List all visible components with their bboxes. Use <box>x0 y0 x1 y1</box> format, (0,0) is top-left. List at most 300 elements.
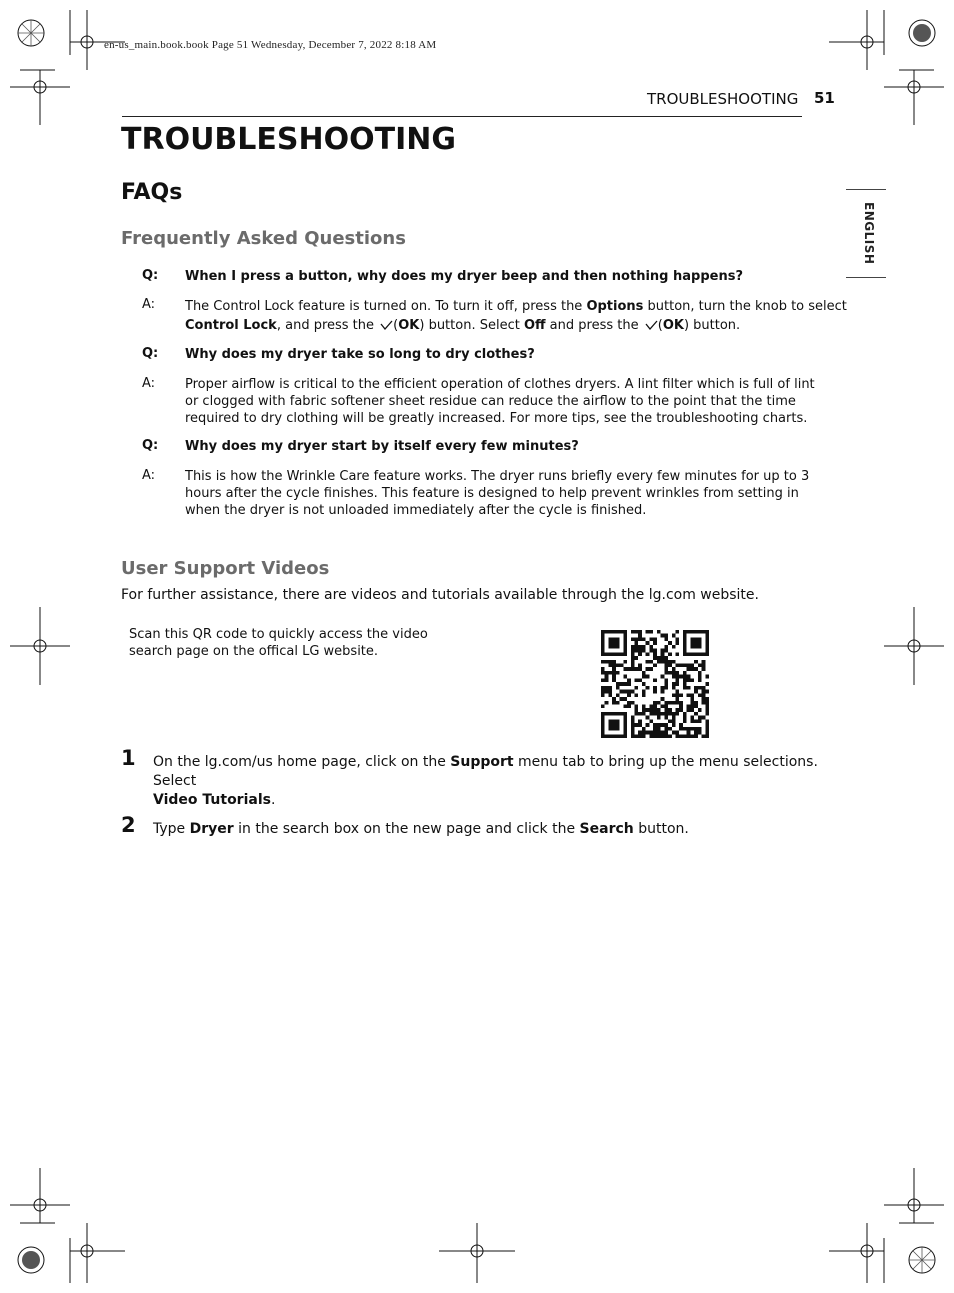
qr-module <box>601 693 605 697</box>
qr-module <box>601 712 605 716</box>
qr-module <box>698 693 702 697</box>
qr-module <box>635 656 639 660</box>
qr-module <box>616 682 620 686</box>
qr-module <box>694 652 698 656</box>
qr-module <box>608 637 612 641</box>
qr-module <box>675 690 679 694</box>
qr-module <box>635 723 639 727</box>
qr-module <box>661 686 665 690</box>
qr-module <box>627 667 631 671</box>
qr-module <box>635 708 639 712</box>
qr-module <box>690 630 694 634</box>
qr-module <box>675 682 679 686</box>
qr-module <box>664 734 668 738</box>
qr-module <box>623 682 627 686</box>
qr-module <box>694 660 698 664</box>
qr-module <box>679 664 683 668</box>
qr-module <box>679 727 683 731</box>
qr-module <box>661 723 665 727</box>
qr-module <box>642 727 646 731</box>
print-slug: en-us_main.book.book Page 51 Wednesday, December 7, 2022 8:18 AM <box>104 39 437 51</box>
qr-module <box>702 716 706 720</box>
qr-module <box>631 637 635 641</box>
qr-module <box>664 645 668 649</box>
qr-module <box>705 731 709 735</box>
qr-module <box>683 649 687 653</box>
qr-module <box>631 723 635 727</box>
qr-module <box>608 641 612 645</box>
qr-module <box>601 641 605 645</box>
qr-module <box>661 649 665 653</box>
qr-module <box>623 727 627 731</box>
qr-module <box>631 656 635 660</box>
qr-module <box>623 634 627 638</box>
qr-module <box>653 704 657 708</box>
qr-module <box>672 675 676 679</box>
qr-module <box>705 690 709 694</box>
qr-module <box>649 704 653 708</box>
qr-module <box>679 704 683 708</box>
qr-module <box>668 734 672 738</box>
qr-module <box>635 686 639 690</box>
qr-module <box>616 686 620 690</box>
qr-module <box>675 708 679 712</box>
qr-module <box>635 667 639 671</box>
qr-module <box>694 645 698 649</box>
qr-module <box>623 660 627 664</box>
qr-module <box>675 693 679 697</box>
qr-module <box>605 660 609 664</box>
qr-module <box>631 701 635 705</box>
qr-module <box>672 667 676 671</box>
qr-module <box>653 649 657 653</box>
qr-module <box>683 630 687 634</box>
section-title: FAQs <box>121 180 183 205</box>
qr-module <box>687 664 691 668</box>
qr-module <box>664 686 668 690</box>
qr-module <box>612 675 616 679</box>
qr-module <box>623 719 627 723</box>
qr-module <box>683 734 687 738</box>
qr-module <box>705 641 709 645</box>
qr-module <box>623 716 627 720</box>
qr-module <box>668 660 672 664</box>
qr-module <box>627 701 631 705</box>
qr-module <box>642 704 646 708</box>
qr-module <box>661 656 665 660</box>
qr-module <box>642 734 646 738</box>
qr-module <box>675 731 679 735</box>
qr-module <box>635 645 639 649</box>
qr-module <box>705 719 709 723</box>
qr-module <box>631 727 635 731</box>
page-number: 51 <box>814 89 835 107</box>
qr-module <box>675 664 679 668</box>
qr-module <box>612 664 616 668</box>
qr-caption: Scan this QR code to quickly access the video search page on the offical LG website. <box>129 627 428 659</box>
qr-module <box>698 641 702 645</box>
qr-module <box>698 678 702 682</box>
qr-module <box>616 630 620 634</box>
qr-module <box>694 690 698 694</box>
qr-module <box>668 727 672 731</box>
qr-module <box>631 667 635 671</box>
qr-module <box>638 634 642 638</box>
qr-module <box>661 652 665 656</box>
qr-module <box>623 675 627 679</box>
qr-module <box>661 712 665 716</box>
qr-module <box>649 734 653 738</box>
side-tab-top-rule <box>846 189 886 190</box>
qr-module <box>690 734 694 738</box>
qr-module <box>694 641 698 645</box>
qr-module <box>601 716 605 720</box>
qr-module <box>672 712 676 716</box>
qr-module <box>653 690 657 694</box>
qr-module <box>653 652 657 656</box>
qr-module <box>672 682 676 686</box>
qr-module <box>631 734 635 738</box>
qr-module <box>612 723 616 727</box>
qr-module <box>705 634 709 638</box>
qr-module <box>694 727 698 731</box>
qr-module <box>627 678 631 682</box>
qr-module <box>612 660 616 664</box>
qr-module <box>616 641 620 645</box>
qr-module <box>702 652 706 656</box>
qr-module <box>683 719 687 723</box>
qr-module <box>623 652 627 656</box>
side-tab-bottom-rule <box>846 277 886 278</box>
qr-module <box>638 734 642 738</box>
qr-module <box>683 641 687 645</box>
qr-module <box>675 701 679 705</box>
qr-module <box>649 637 653 641</box>
qr-module <box>690 704 694 708</box>
qr-module <box>672 671 676 675</box>
qr-module <box>608 712 612 716</box>
qr-module <box>649 660 653 664</box>
qr-module <box>646 652 650 656</box>
qr-module <box>646 641 650 645</box>
qr-module <box>605 675 609 679</box>
qr-module <box>616 719 620 723</box>
qr-module <box>631 719 635 723</box>
qr-module <box>683 634 687 638</box>
qr-module <box>679 708 683 712</box>
qr-module <box>690 693 694 697</box>
qr-module <box>668 701 672 705</box>
qr-module <box>608 686 612 690</box>
qr-module <box>657 712 661 716</box>
qr-module <box>649 667 653 671</box>
qr-module <box>631 664 635 668</box>
qr-module <box>657 731 661 735</box>
qr-module <box>705 637 709 641</box>
qr-module <box>664 716 668 720</box>
qr-module <box>653 701 657 705</box>
qr-module <box>687 704 691 708</box>
faq-answer: This is how the Wrinkle Care feature works. The dryer runs briefly every few minutes for up to 3 hours after the cycle finishes. This feature is designed to help prevent wrinkles from setting in when the dryer is not unloaded immediately after the cycle is finished. <box>185 469 810 518</box>
qr-module <box>616 637 620 641</box>
qr-module <box>601 630 605 634</box>
qr-module <box>601 637 605 641</box>
qr-module <box>675 652 679 656</box>
qr-module <box>683 675 687 679</box>
qr-module <box>601 686 605 690</box>
qr-module <box>620 734 624 738</box>
qr-module <box>690 652 694 656</box>
qr-module <box>649 712 653 716</box>
question-label: Q: <box>142 438 159 453</box>
qr-module <box>664 634 668 638</box>
qr-module <box>664 649 668 653</box>
qr-module <box>657 660 661 664</box>
qr-module <box>601 645 605 649</box>
qr-module <box>612 697 616 701</box>
qr-module <box>653 686 657 690</box>
qr-module <box>705 727 709 731</box>
qr-module <box>612 630 616 634</box>
qr-module <box>616 671 620 675</box>
question-label: Q: <box>142 268 159 283</box>
qr-module <box>698 652 702 656</box>
qr-module <box>601 678 605 682</box>
qr-module <box>675 641 679 645</box>
qr-module <box>683 671 687 675</box>
qr-module <box>664 678 668 682</box>
qr-module <box>620 682 624 686</box>
qr-module <box>612 734 616 738</box>
qr-module <box>679 734 683 738</box>
qr-module <box>627 693 631 697</box>
qr-module <box>668 652 672 656</box>
qr-module <box>646 660 650 664</box>
qr-module <box>623 712 627 716</box>
qr-module <box>664 660 668 664</box>
qr-module <box>642 649 646 653</box>
qr-module <box>608 664 612 668</box>
qr-module <box>679 701 683 705</box>
faq-question: Why does my dryer take so long to dry clothes? <box>185 347 535 362</box>
qr-module <box>601 719 605 723</box>
qr-module <box>672 693 676 697</box>
qr-module <box>608 660 612 664</box>
qr-module <box>675 637 679 641</box>
qr-module <box>601 671 605 675</box>
qr-module <box>601 667 605 671</box>
qr-module <box>702 667 706 671</box>
qr-module <box>664 727 668 731</box>
qr-module <box>653 641 657 645</box>
qr-module <box>705 645 709 649</box>
running-header-section: TROUBLESHOOTING <box>647 90 799 108</box>
qr-module <box>646 708 650 712</box>
qr-module <box>623 637 627 641</box>
qr-module <box>683 682 687 686</box>
qr-module <box>638 723 642 727</box>
qr-module <box>694 731 698 735</box>
qr-module <box>646 716 650 720</box>
qr-module <box>698 671 702 675</box>
qr-module <box>664 664 668 668</box>
qr-module <box>698 686 702 690</box>
qr-module <box>672 719 676 723</box>
qr-module <box>642 731 646 735</box>
qr-module <box>698 645 702 649</box>
qr-module <box>690 708 694 712</box>
qr-module <box>661 731 665 735</box>
qr-module <box>702 686 706 690</box>
qr-module <box>664 723 668 727</box>
qr-module <box>657 723 661 727</box>
qr-module <box>657 727 661 731</box>
qr-module <box>620 630 624 634</box>
qr-module <box>601 634 605 638</box>
qr-module <box>623 649 627 653</box>
qr-module <box>605 671 609 675</box>
qr-module <box>631 716 635 720</box>
qr-module <box>694 704 698 708</box>
qr-module <box>623 641 627 645</box>
qr-module <box>698 637 702 641</box>
qr-code[interactable] <box>601 630 709 738</box>
qr-module <box>608 652 612 656</box>
qr-module <box>690 637 694 641</box>
qr-module <box>608 671 612 675</box>
qr-module <box>664 682 668 686</box>
page-title: TROUBLESHOOTING <box>121 122 456 157</box>
qr-module <box>649 708 653 712</box>
qr-module <box>635 704 639 708</box>
qr-module <box>608 719 612 723</box>
qr-module <box>646 686 650 690</box>
qr-module <box>608 727 612 731</box>
qr-module <box>601 649 605 653</box>
qr-module <box>702 664 706 668</box>
qr-module <box>616 727 620 731</box>
step-text: Type Dryer in the search box on the new page and click the Search button. <box>153 821 689 837</box>
qr-module <box>672 731 676 735</box>
qr-module <box>608 723 612 727</box>
qr-module <box>649 731 653 735</box>
qr-module <box>612 719 616 723</box>
qr-module <box>635 678 639 682</box>
qr-module <box>661 734 665 738</box>
qr-module <box>638 645 642 649</box>
qr-module <box>698 719 702 723</box>
qr-module <box>668 664 672 668</box>
qr-module <box>705 697 709 701</box>
qr-module <box>616 652 620 656</box>
qr-module <box>638 678 642 682</box>
qr-module <box>672 645 676 649</box>
qr-module <box>631 645 635 649</box>
qr-module <box>683 712 687 716</box>
qr-module <box>679 693 683 697</box>
qr-module <box>623 630 627 634</box>
qr-module <box>694 686 698 690</box>
qr-module <box>657 734 661 738</box>
qr-module <box>683 727 687 731</box>
qr-module <box>623 731 627 735</box>
qr-module <box>661 660 665 664</box>
qr-module <box>702 697 706 701</box>
language-tab: ENGLISH <box>862 202 876 265</box>
qr-module <box>601 734 605 738</box>
qr-module <box>608 693 612 697</box>
qr-module <box>638 637 642 641</box>
qr-module <box>705 652 709 656</box>
qr-module <box>672 701 676 705</box>
qr-module <box>605 734 609 738</box>
qr-module <box>705 712 709 716</box>
qr-module <box>646 667 650 671</box>
qr-module <box>661 690 665 694</box>
qr-module <box>605 678 609 682</box>
qr-module <box>616 645 620 649</box>
qr-module <box>616 664 620 668</box>
videos-heading: User Support Videos <box>121 558 330 579</box>
qr-module <box>601 704 605 708</box>
qr-module <box>702 630 706 634</box>
qr-module <box>608 690 612 694</box>
qr-module <box>612 641 616 645</box>
qr-module <box>687 675 691 679</box>
qr-module <box>687 727 691 731</box>
qr-module <box>623 697 627 701</box>
qr-module <box>694 630 698 634</box>
qr-module <box>672 686 676 690</box>
qr-module <box>635 630 639 634</box>
qr-module <box>642 712 646 716</box>
qr-module <box>705 734 709 738</box>
qr-module <box>601 660 605 664</box>
qr-module <box>601 652 605 656</box>
qr-module <box>642 708 646 712</box>
qr-module <box>608 630 612 634</box>
qr-module <box>612 645 616 649</box>
qr-module <box>635 693 639 697</box>
qr-module <box>623 723 627 727</box>
qr-module <box>698 664 702 668</box>
qr-module <box>698 727 702 731</box>
qr-module <box>690 716 694 720</box>
qr-module <box>683 652 687 656</box>
faq-answer: Proper airflow is critical to the efficient operation of clothes dryers. A lint filter which is full of lint or clogged with fabric softener sheet residue can reduce the airflow to the point that the time required to dry clothing will be greatly increased. For more tips, see the troubleshooting charts. <box>185 377 815 426</box>
qr-module <box>694 637 698 641</box>
qr-module <box>620 712 624 716</box>
qr-module <box>705 701 709 705</box>
qr-module <box>638 649 642 653</box>
faq-answer: The Control Lock feature is turned on. To turn it off, press the Options button, turn the knob to select Control Lock, and press the (OK) button. Select Off and press the (OK) button. <box>185 299 847 333</box>
qr-module <box>638 667 642 671</box>
qr-module <box>675 675 679 679</box>
qr-module <box>653 708 657 712</box>
qr-module <box>642 637 646 641</box>
qr-module <box>664 637 668 641</box>
qr-module <box>675 734 679 738</box>
qr-module <box>664 701 668 705</box>
qr-module <box>631 690 635 694</box>
qr-module <box>638 652 642 656</box>
qr-module <box>646 723 650 727</box>
qr-module <box>649 630 653 634</box>
check-icon <box>380 320 393 330</box>
qr-module <box>612 701 616 705</box>
qr-module <box>612 727 616 731</box>
faq-heading: Frequently Asked Questions <box>121 228 406 249</box>
